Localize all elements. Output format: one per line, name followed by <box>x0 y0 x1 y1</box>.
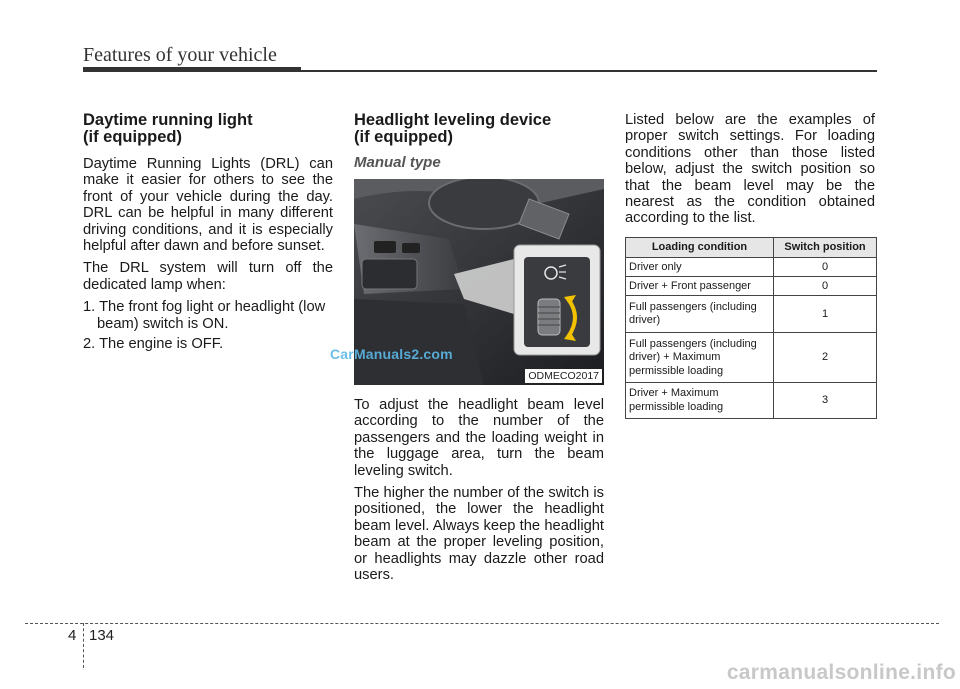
leveling-section-title: Headlight leveling device (if equipped) <box>354 111 552 146</box>
table-row <box>626 383 877 419</box>
column-header-loading: Loading condition <box>626 237 774 258</box>
drl-description: Daytime Running Lights (DRL) can make it easier for others to see the front of your vehicle during the day. DRL can be helpful in many different driving conditions, and it is especially helpful after dawn and before sunset. <box>83 156 333 255</box>
figure-code: ODMECO2017 <box>525 369 602 383</box>
drl-column <box>83 112 333 356</box>
table-row <box>626 258 877 277</box>
settings-intro: Listed below are the examples of proper switch settings. For loading conditions other than those listed below, adjust the switch position so that the beam level may be the nearest as the condition obtained according to the list. <box>625 112 875 227</box>
settings-column <box>625 112 875 419</box>
loading-condition-cell: Driver + Maximum permissible loading <box>626 383 774 419</box>
table-row <box>626 333 877 383</box>
leveling-subtitle: Manual type <box>354 154 441 171</box>
page-header-title: Features of your vehicle <box>83 44 277 66</box>
watermark: CarManuals2.com <box>330 346 453 362</box>
drl-section-title: Daytime running light (if equipped) <box>83 111 253 146</box>
switch-position-cell: 0 <box>774 277 877 296</box>
loading-condition-cell: Full passengers (including driver) <box>626 296 774 333</box>
switch-position-cell: 1 <box>774 296 877 333</box>
footer-page-separator <box>83 623 84 668</box>
header-rule-thick <box>83 67 301 72</box>
chapter-number: 4 <box>68 627 77 644</box>
table-row <box>626 277 877 296</box>
column-header-switch: Switch position <box>774 237 877 258</box>
page-number: 134 <box>89 627 115 644</box>
site-watermark-footer: carmanualsonline.info <box>726 661 956 684</box>
header-rule-thin <box>301 70 877 72</box>
footer-divider <box>25 623 939 624</box>
list-item: 2. The engine is OFF. <box>83 336 224 353</box>
list-item: 1. The front fog light or headlight (low beam) switch is ON. <box>83 299 326 332</box>
leveling-warning: The higher the number of the switch is positioned, the lower the headlight beam level. Always keep the headlight beam at the proper leveling position, or headlights may dazzle other road users. <box>354 485 604 584</box>
switch-position-cell: 3 <box>774 383 877 419</box>
drl-off-conditions-intro: The DRL system will turn off the dedicated lamp when: <box>83 260 333 293</box>
loading-condition-cell: Driver only <box>626 258 774 277</box>
leveling-instructions: To adjust the headlight beam level according to the number of the passengers and the loading weight in the luggage area, turn the beam leveling switch. <box>354 397 604 479</box>
switch-position-cell: 2 <box>774 333 877 383</box>
table-header-row <box>626 237 877 258</box>
switch-position-cell: 0 <box>774 258 877 277</box>
loading-condition-cell: Driver + Front passenger <box>626 277 774 296</box>
table-row <box>626 296 877 333</box>
drl-off-conditions-list <box>83 299 333 352</box>
loading-condition-cell: Full passengers (including driver) + Maximum permissible loading <box>626 333 774 383</box>
switch-settings-table <box>625 237 877 420</box>
